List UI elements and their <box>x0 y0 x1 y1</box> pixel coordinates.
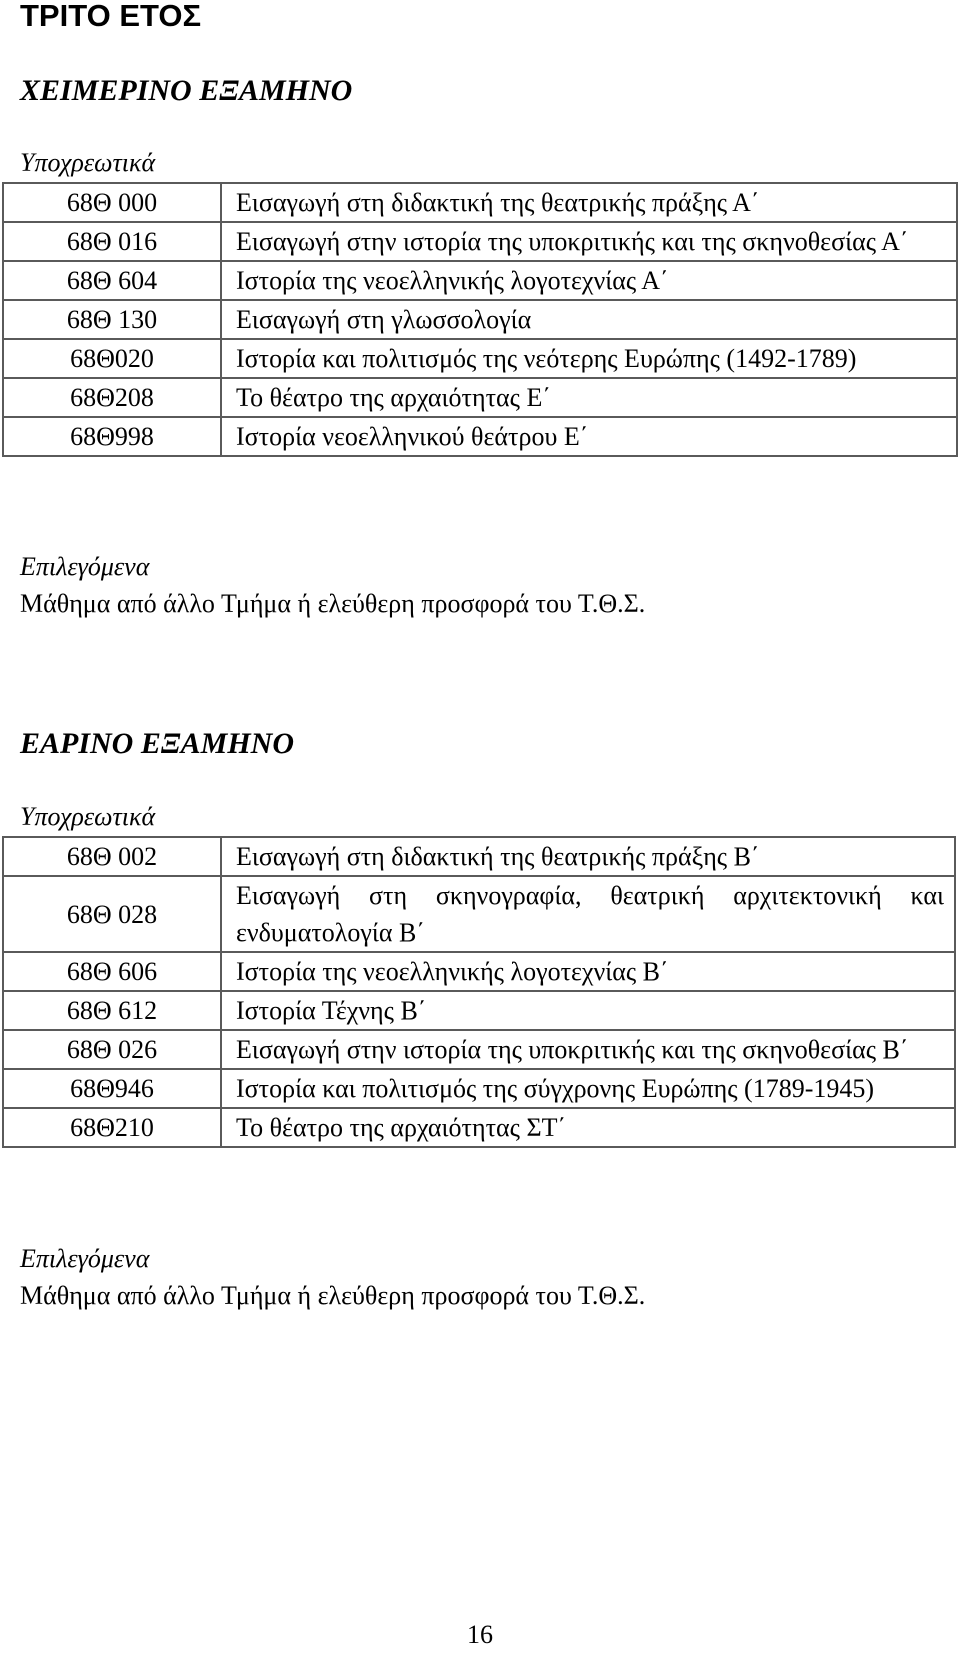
course-code: 68Θ946 <box>3 1069 221 1108</box>
table-row <box>3 417 957 456</box>
winter-elective-label: Επιλεγόμενα <box>20 552 150 581</box>
course-title: Εισαγωγή στη γλωσσολογία <box>221 300 957 339</box>
course-title: Ιστορία Τέχνης Β΄ <box>221 991 955 1030</box>
table-row <box>3 1030 955 1069</box>
table-row <box>3 1108 955 1147</box>
spring-required-label: Υποχρεωτικά <box>20 802 156 831</box>
winter-required-label: Υποχρεωτικά <box>20 148 156 177</box>
course-code: 68Θ210 <box>3 1108 221 1147</box>
table-row <box>3 378 957 417</box>
course-title: Ιστορία νεοελληνικού θεάτρου Ε΄ <box>221 417 957 456</box>
course-title: Ιστορία της νεοελληνικής λογοτεχνίας Β΄ <box>221 952 955 991</box>
course-title: Εισαγωγή στην ιστορία της υποκριτικής και της σκηνοθεσίας Α΄ <box>221 222 957 261</box>
course-title: Το θέατρο της αρχαιότητας ΣΤ΄ <box>221 1108 955 1147</box>
table-row <box>3 952 955 991</box>
course-code: 68Θ998 <box>3 417 221 456</box>
course-code: 68Θ 612 <box>3 991 221 1030</box>
table-row <box>3 222 957 261</box>
table-row <box>3 1069 955 1108</box>
course-code: 68Θ 604 <box>3 261 221 300</box>
table-row <box>3 339 957 378</box>
course-code: 68Θ 026 <box>3 1030 221 1069</box>
spring-elective-label: Επιλεγόμενα <box>20 1244 150 1273</box>
course-title: Ιστορία της νεοελληνικής λογοτεχνίας Α΄ <box>221 261 957 300</box>
table-row <box>3 876 955 952</box>
course-code: 68Θ 002 <box>3 837 221 876</box>
table-row <box>3 183 957 222</box>
page-number: 16 <box>467 1620 493 1649</box>
course-code: 68Θ 606 <box>3 952 221 991</box>
course-code: 68Θ208 <box>3 378 221 417</box>
course-code: 68Θ 130 <box>3 300 221 339</box>
spring-courses-table <box>2 836 956 1148</box>
table-row <box>3 300 957 339</box>
course-code: 68Θ 016 <box>3 222 221 261</box>
table-row <box>3 261 957 300</box>
table-row <box>3 837 955 876</box>
year-title: ΤΡΙΤΟ ΕΤΟΣ <box>20 0 202 33</box>
course-code: 68Θ 028 <box>3 876 221 952</box>
course-code: 68Θ020 <box>3 339 221 378</box>
winter-elective-text: Μάθημα από άλλο Τμήμα ή ελεύθερη προσφορά του Τ.Θ.Σ. <box>20 589 646 618</box>
course-title: Εισαγωγή στη σκηνογραφία, θεατρική αρχιτεκτονική και ενδυματολογία Β΄ <box>221 876 955 952</box>
course-title: Εισαγωγή στην ιστορία της υποκριτικής και της σκηνοθεσίας Β΄ <box>221 1030 955 1069</box>
course-code: 68Θ 000 <box>3 183 221 222</box>
spring-semester-title: ΕΑΡΙΝΟ ΕΞΑΜΗΝΟ <box>20 727 294 760</box>
course-title: Ιστορία και πολιτισμός της νεότερης Ευρώπης (1492-1789) <box>221 339 957 378</box>
course-title: Το θέατρο της αρχαιότητας Ε΄ <box>221 378 957 417</box>
winter-courses-table <box>2 182 958 457</box>
table-row <box>3 991 955 1030</box>
spring-elective-text: Μάθημα από άλλο Τμήμα ή ελεύθερη προσφορά του Τ.Θ.Σ. <box>20 1281 646 1310</box>
course-title: Ιστορία και πολιτισμός της σύγχρονης Ευρώπης (1789-1945) <box>221 1069 955 1108</box>
course-title: Εισαγωγή στη διδακτική της θεατρικής πράξης Β΄ <box>221 837 955 876</box>
winter-semester-title: ΧΕΙΜΕΡΙΝΟ ΕΞΑΜΗΝΟ <box>20 74 353 107</box>
course-title: Εισαγωγή στη διδακτική της θεατρικής πράξης Α΄ <box>221 183 957 222</box>
